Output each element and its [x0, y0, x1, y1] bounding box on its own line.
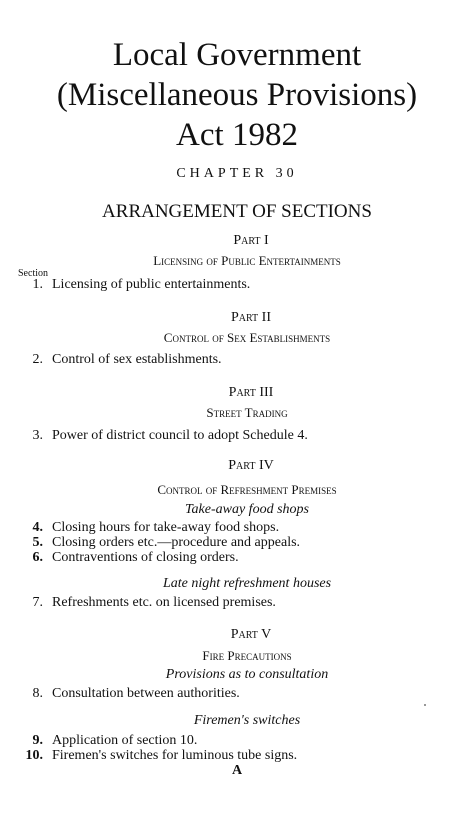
act-title-line-3: Act 1982: [176, 117, 298, 153]
section-number: 9.: [32, 733, 43, 748]
part-heading: Fire Precautions: [202, 648, 292, 663]
section-entry: [0, 428, 474, 444]
section-title: Contraventions of closing orders.: [52, 550, 239, 565]
section-number: 4.: [32, 520, 43, 535]
section-number: 10.: [25, 748, 43, 763]
section-entry: [0, 686, 474, 702]
part-label: Part III: [228, 385, 274, 400]
section-number: 5.: [32, 535, 43, 550]
part-subheading: Late night refreshment houses: [162, 576, 332, 591]
section-number: 7.: [32, 595, 43, 610]
section-entry: [0, 277, 474, 293]
section-title: Application of section 10.: [52, 733, 198, 748]
section-number: 8.: [32, 686, 43, 701]
section-number: 1.: [32, 277, 43, 292]
part-heading: Control of Refreshment Premises: [157, 482, 337, 497]
section-title: Closing hours for take-away food shops.: [52, 520, 280, 535]
signature-mark: A: [231, 763, 243, 778]
section-number: 6.: [32, 550, 43, 565]
section-entry: [0, 352, 474, 368]
act-title-line-2: (Miscellaneous Provisions): [56, 77, 418, 113]
section-number: 2.: [32, 352, 43, 367]
section-title: Refreshments etc. on licensed premises.: [52, 595, 276, 610]
part-heading: Control of Sex Establishments: [163, 330, 331, 345]
part-label: Part IV: [228, 458, 274, 473]
chapter-number: CHAPTER 30: [176, 166, 298, 181]
part-subheading: Take-away food shops: [185, 502, 309, 517]
act-title-line-1: Local Government: [112, 37, 362, 73]
part-heading: Street Trading: [206, 405, 288, 420]
section-title: Firemen's switches for luminous tube signs.: [52, 748, 298, 763]
section-title: Power of district council to adopt Schedule 4.: [52, 428, 308, 443]
section-number: 3.: [32, 428, 43, 443]
part-label: Part II: [230, 310, 271, 325]
arrangement-heading: ARRANGEMENT OF SECTIONS: [102, 201, 372, 222]
part-label: Part I: [233, 233, 269, 248]
section-entry: [0, 550, 474, 566]
print-speck: [424, 704, 426, 706]
section-entry: [0, 595, 474, 611]
section-title: Consultation between authorities.: [52, 686, 240, 701]
section-title: Control of sex establishments.: [52, 352, 222, 367]
part-subheading: Provisions as to consultation: [165, 667, 329, 682]
section-column-label: Section: [18, 268, 48, 279]
section-title: Licensing of public entertainments.: [52, 277, 251, 292]
part-subheading: Firemen's switches: [193, 713, 301, 728]
section-entry: [0, 748, 474, 764]
section-entry: [0, 520, 474, 536]
section-entry: [0, 733, 474, 749]
section-entry: [0, 535, 474, 551]
section-title: Closing orders etc.—procedure and appeals.: [52, 535, 301, 550]
part-label: Part V: [230, 627, 272, 642]
part-heading: Licensing of Public Entertainments: [153, 253, 341, 268]
